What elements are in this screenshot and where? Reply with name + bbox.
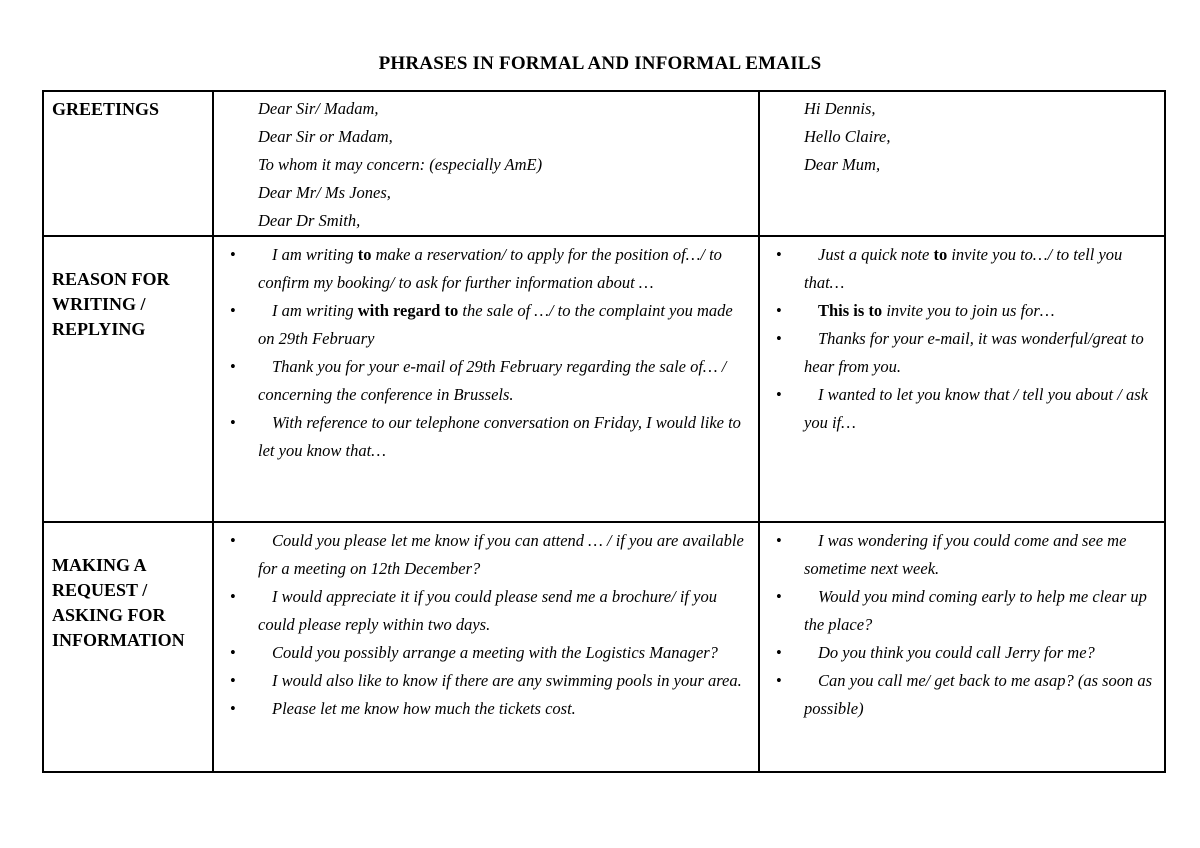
row-label: GREETINGS: [52, 99, 160, 119]
greeting-line: Dear Dr Smith,: [258, 211, 361, 230]
row-label-cell: [43, 522, 213, 772]
informal-cell: [759, 91, 1165, 236]
greeting-line: Hi Dennis,: [804, 99, 876, 118]
list-item: • I was wondering if you could come and see me sometime next week.: [804, 527, 1156, 583]
informal-cell: [759, 236, 1165, 522]
formal-cell: [213, 522, 759, 772]
row-label: [44, 237, 212, 342]
list-item: • This is to invite you to join us for…: [804, 297, 1156, 325]
list-item: • Just a quick note to invite you to…/ to tell you that…: [804, 241, 1156, 297]
list-item: • I am writing to make a reservation/ to apply for the position of…/ to confirm my booking/ to ask for further information about …: [258, 241, 750, 297]
formal-cell: [213, 236, 759, 522]
greeting-line: Dear Mum,: [804, 155, 881, 174]
greeting-line: Dear Mr/ Ms Jones,: [258, 183, 391, 202]
greeting-line: Dear Sir/ Madam,: [258, 99, 379, 118]
formal-phrase-list: [214, 523, 758, 723]
list-item: • I am writing with regard to the sale of …/ to the complaint you made on 29th February: [258, 297, 750, 353]
row-label-cell: [43, 236, 213, 522]
greeting-line: Hello Claire,: [804, 127, 891, 146]
list-item: • I wanted to let you know that / tell you about / ask you if…: [804, 381, 1156, 437]
formal-cell: [213, 91, 759, 236]
row-label: [44, 523, 212, 653]
greeting-line: To whom it may concern: (especially AmE): [258, 155, 543, 174]
list-item: • Could you please let me know if you can attend … / if you are available for a meeting on 12th December?: [258, 527, 750, 583]
list-item: • I would also like to know if there are any swimming pools in your area.: [258, 667, 750, 695]
formal-greetings: [214, 92, 758, 235]
list-item: • With reference to our telephone conversation on Friday, I would like to let you know that…: [258, 409, 750, 465]
informal-phrase-list: [760, 523, 1164, 723]
list-item: • Would you mind coming early to help me clear up the place?: [804, 583, 1156, 639]
list-item: • Please let me know how much the tickets cost.: [258, 695, 750, 723]
row-label-text: MAKING A REQUEST / ASKING FOR INFORMATION: [52, 555, 185, 650]
list-item: • I would appreciate it if you could please send me a brochure/ if you could please reply within two days.: [258, 583, 750, 639]
table-row: [43, 236, 1165, 522]
informal-greetings: [760, 92, 1164, 179]
list-item: • Do you think you could call Jerry for me?: [804, 639, 1156, 667]
greeting-line: Dear Sir or Madam,: [258, 127, 393, 146]
list-item: • Could you possibly arrange a meeting with the Logistics Manager?: [258, 639, 750, 667]
informal-cell: [759, 522, 1165, 772]
phrases-table: [42, 90, 1166, 773]
table-row: [43, 91, 1165, 236]
list-item: • Thank you for your e-mail of 29th February regarding the sale of… / concerning the conference in Brussels.: [258, 353, 750, 409]
page-title: PHRASES IN FORMAL AND INFORMAL EMAILS: [378, 53, 822, 74]
formal-phrase-list: [214, 237, 758, 465]
list-item: • Can you call me/ get back to me asap? (as soon as possible): [804, 667, 1156, 723]
informal-phrase-list: [760, 237, 1164, 437]
list-item: • Thanks for your e-mail, it was wonderful/great to hear from you.: [804, 325, 1156, 381]
table-row: [43, 522, 1165, 772]
row-label-cell: [43, 91, 213, 236]
row-label-text: REASON FOR WRITING / REPLYING: [52, 269, 170, 339]
